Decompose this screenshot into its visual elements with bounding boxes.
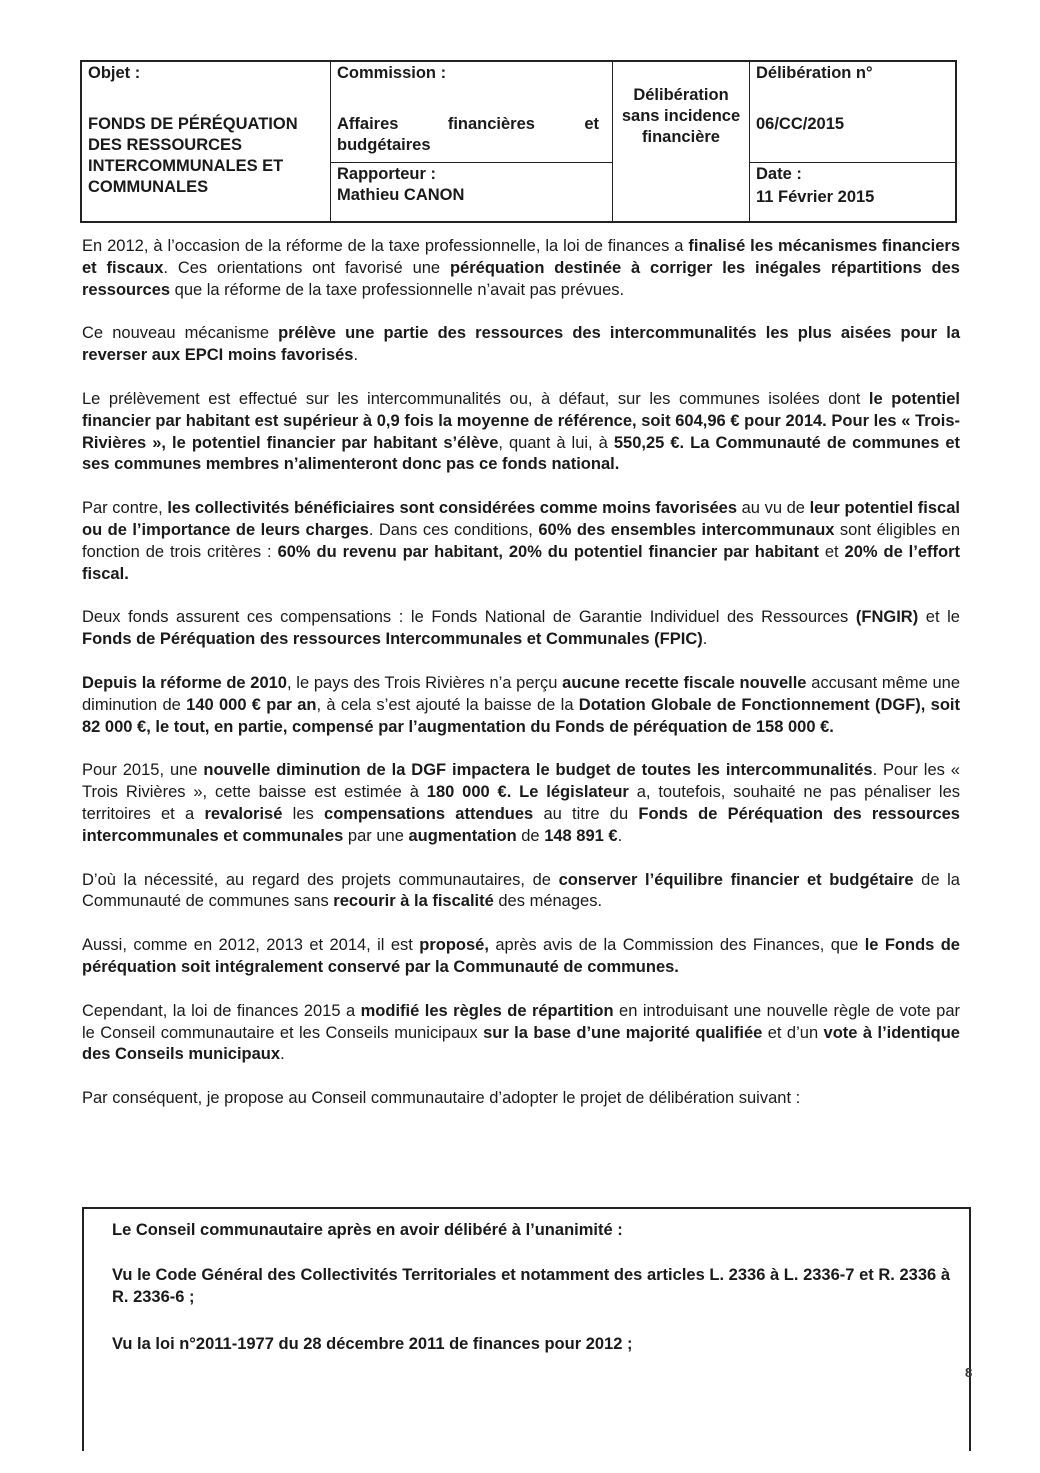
paragraph-10 [82, 1001, 960, 1066]
text-run: D’où la nécessité, au regard des projets communautaires, de [82, 870, 559, 889]
text-run-bold: 180 000 €. Le législateur [426, 783, 629, 802]
commission-label: Commission : [337, 64, 447, 82]
text-run: , à cela s’est ajouté la baisse de la [316, 695, 579, 714]
text-run: des ménages. [493, 892, 603, 911]
text-run: et [818, 542, 845, 561]
decision-box [82, 1207, 971, 1451]
paragraph-1 [82, 236, 960, 301]
text-run-bold: 550,25 €. La Communauté de communes et ses communes membres n’alimenteront donc pas ce fonds national. [82, 433, 960, 474]
deliberation-number-cell [750, 62, 955, 163]
objet-label: Objet : [88, 64, 141, 82]
date-value: 11 Février 2015 [756, 188, 875, 206]
decision-line-2: Vu le Code Général des Collectivités Territoriales et notamment des articles L. 2336 à L. 2336-7 et R. 2336 à R. 2336-6 ; [112, 1266, 950, 1306]
text-run: . Ces orientations ont favorisé une [163, 258, 450, 277]
text-run-bold: proposé, [419, 936, 489, 955]
text-run-bold: le Fonds de péréquation soit intégralement conservé par la Communauté de communes. [82, 936, 960, 976]
date-cell [750, 163, 955, 221]
text-run-bold: 148 891 € [544, 826, 618, 845]
text-run: au titre du [533, 804, 639, 823]
text-run-bold: (FNGIR) [855, 608, 919, 627]
paragraph-9 [82, 935, 960, 979]
paragraph-4 [82, 498, 960, 585]
deliberation-type-cell [613, 62, 750, 221]
text-run-bold: recourir à la fiscalité [333, 892, 494, 911]
text-run: Par contre, [82, 499, 168, 518]
deliberation-number: 06/CC/2015 [756, 115, 845, 133]
paragraph-2 [82, 323, 960, 367]
paragraph-5 [82, 607, 960, 651]
objet-cell [82, 62, 331, 221]
paragraph-11: Par conséquent, je propose au Conseil communautaire d’adopter le projet de délibération suivant : [82, 1089, 801, 1108]
text-run-bold: 140 000 € par an [186, 695, 317, 714]
deliberation-type: Délibération sans incidence financière [621, 86, 741, 146]
text-run: , quant à lui, à [498, 433, 614, 452]
text-run: . Pour les « Trois Rivières », cette baisse est estimée à [82, 761, 960, 802]
page-number: 8 [965, 1365, 973, 1380]
text-run: de la Communauté de communes sans [82, 870, 960, 911]
text-run: Le prélèvement est effectué sur les intercommunalités ou, à défaut, sur les communes isolées dont [82, 389, 869, 408]
text-run-bold: Depuis la réforme de 2010 [82, 673, 287, 692]
text-run-bold: prélève une partie des ressources des intercommunalités les plus aisées pour la reverser aux EPCI moins favorisés [82, 324, 960, 365]
text-run-bold: le potentiel financier par habitant est supérieur à 0,9 fois la moyenne de référence, soit 604,96 € pour 2014. Pour les « Trois- Rivières », le potentiel financier par habitant s’élève [82, 389, 960, 452]
text-run: . [353, 346, 359, 365]
text-run: par une [343, 826, 409, 845]
text-run: . [617, 826, 623, 845]
text-run-bold: aucune recette fiscale nouvelle [562, 673, 807, 692]
text-run-bold: 60% des ensembles intercommunaux [538, 520, 835, 539]
text-run-bold: sur la base d’une majorité qualifiée [483, 1023, 763, 1042]
text-run-bold: péréquation destinée à corriger les inégales répartitions des ressources [82, 258, 960, 299]
paragraph-6 [82, 673, 960, 738]
text-run: et d’un [762, 1023, 824, 1042]
paragraph-8 [82, 870, 960, 914]
commission-cell [331, 62, 613, 163]
text-run: Deux fonds assurent ces compensations : le Fonds National de Garantie Individuel des Ressources [82, 608, 856, 627]
paragraph-3 [82, 389, 960, 476]
text-run: après avis de la Commission des Finances, que [488, 936, 865, 955]
text-run-bold: 60% du revenu par habitant, 20% du potentiel financier par habitant [277, 542, 819, 561]
text-run-bold: augmentation [408, 826, 517, 845]
text-run: , le pays des Trois Rivières n’a perçu [287, 673, 563, 692]
text-run: Pour 2015, une [82, 761, 204, 780]
text-run: que la réforme de la taxe professionnelle n’avait pas prévues. [170, 280, 625, 299]
deliberation-label: Délibération n° [756, 64, 873, 82]
text-run: et le [918, 608, 960, 627]
text-run-bold: revalorisé [204, 804, 283, 823]
text-run-bold: 20% de l’effort fiscal. [82, 542, 960, 583]
text-run-bold: Fonds de Péréquation des ressources intercommunales et communales [82, 804, 960, 845]
text-run-bold: les collectivités bénéficiaires sont considérées comme moins favorisées [167, 499, 738, 518]
text-run-bold: leur potentiel fiscal ou de l’importance de leurs charges [82, 499, 960, 539]
paragraph-7 [82, 760, 960, 847]
text-run-bold: Fonds de Péréquation des ressources Intercommunales et Communales (FPIC) [82, 630, 703, 649]
text-run: au vu de [737, 499, 810, 518]
text-run: . [702, 630, 708, 649]
text-run: les [282, 804, 325, 823]
text-run: de [516, 826, 545, 845]
text-run-bold: Dotation Globale de Fonctionnement (DGF), soit 82 000 €, le tout, en partie, compensé par l’augmentation du Fonds de péréquation de 158 000 €. [82, 695, 960, 736]
text-run: Cependant, la loi de finances 2015 a [82, 1001, 361, 1020]
text-run: . Dans ces conditions, [368, 520, 539, 539]
text-run: a, toutefois, souhaité ne pas pénaliser les territoires et a [82, 783, 961, 823]
text-run: sont éligibles en fonction de trois critères : [82, 520, 961, 561]
text-run: Ce nouveau mécanisme [82, 324, 279, 343]
text-run: Aussi, comme en 2012, 2013 et 2014, il est [82, 936, 420, 955]
document-body [82, 236, 960, 1130]
text-run-bold: finalisé les mécanismes financiers et fiscaux [82, 237, 960, 277]
decision-line-1: Le Conseil communautaire après en avoir délibéré à l’unanimité : [112, 1221, 623, 1239]
decision-line-3: Vu la loi n°2011-1977 du 28 décembre 2011 de finances pour 2012 ; [112, 1335, 633, 1353]
text-run-bold: nouvelle diminution de la DGF impactera le budget de toutes les intercommunalités [203, 761, 873, 780]
text-run: accusant même une diminution de [82, 673, 961, 714]
rapporteur-value: Mathieu CANON [337, 186, 465, 204]
rapporteur-label: Rapporteur : [337, 165, 436, 183]
text-run: . [280, 1045, 285, 1064]
text-run-bold: compensations attendues [324, 804, 534, 823]
commission-value: Affaires financières et budgétaires [337, 115, 599, 154]
date-label: Date : [756, 165, 802, 183]
objet-value: FONDS DE PÉRÉQUATION DES RESSOURCES INTERCOMMUNALES ET COMMUNALES [88, 115, 298, 196]
text-run-bold: vote à l’identique des Conseils municipaux [82, 1023, 960, 1064]
text-run: En 2012, à l’occasion de la réforme de la taxe professionnelle, la loi de finances a [82, 237, 689, 255]
rapporteur-cell [331, 163, 613, 221]
text-run-bold: modifié les règles de répartition [360, 1001, 614, 1020]
text-run-bold: conserver l’équilibre financier et budgétaire [558, 870, 914, 889]
text-run: en introduisant une nouvelle règle de vote par le Conseil communautaire et les Conseils municipaux [82, 1001, 961, 1042]
header-table [80, 60, 957, 223]
